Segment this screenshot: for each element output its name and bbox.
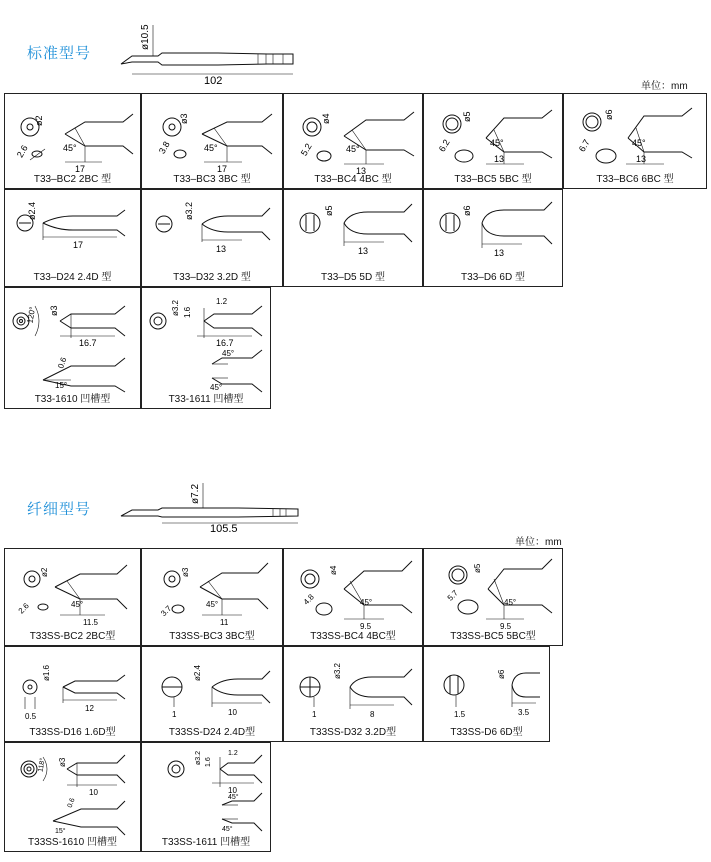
svg-text:17: 17 xyxy=(75,164,86,174)
svg-text:ø6: ø6 xyxy=(462,205,472,216)
section-title-standard: 标准型号 xyxy=(27,45,92,62)
svg-text:45°: 45° xyxy=(204,143,218,153)
overview-length-label: 105.5 xyxy=(210,523,238,535)
tip-card-t33ss-bc2 xyxy=(4,548,141,646)
tip-caption: T33-1611 凹槽型 xyxy=(168,394,244,405)
svg-text:45°: 45° xyxy=(632,138,646,148)
tip-caption: T33–D32 3.2D 型 xyxy=(173,272,251,283)
svg-text:10: 10 xyxy=(228,708,237,717)
tip-card-t33-d32 xyxy=(141,189,283,287)
svg-text:2.6: 2.6 xyxy=(16,601,31,616)
svg-text:17: 17 xyxy=(73,240,84,250)
svg-text:45°: 45° xyxy=(228,794,239,801)
svg-text:ø3.2: ø3.2 xyxy=(184,201,194,220)
svg-text:13: 13 xyxy=(494,248,505,258)
tip-caption: T33SS-D6 6D型 xyxy=(450,727,523,738)
tip-caption: T33–BC4 4BC 型 xyxy=(314,174,392,185)
svg-text:6.2: 6.2 xyxy=(436,137,452,154)
tip-card-t33-bc4 xyxy=(283,93,423,189)
tip-caption: T33SS-BC4 4BC型 xyxy=(310,631,396,642)
tip-card-t33ss-1611 xyxy=(141,742,271,852)
svg-text:0.5: 0.5 xyxy=(25,712,37,721)
svg-text:9.5: 9.5 xyxy=(360,622,372,631)
svg-text:11.5: 11.5 xyxy=(83,618,98,627)
svg-text:ø3: ø3 xyxy=(179,113,189,124)
svg-text:13: 13 xyxy=(494,154,505,164)
svg-text:0.6: 0.6 xyxy=(56,356,69,370)
svg-text:ø4: ø4 xyxy=(329,565,338,575)
svg-text:1.6: 1.6 xyxy=(205,757,212,767)
svg-text:2.6: 2.6 xyxy=(14,143,30,160)
tip-caption: T33SS-D32 3.2D型 xyxy=(309,727,397,738)
tip-caption: T33-1610 凹槽型 xyxy=(34,394,111,405)
tip-card-t33-d24 xyxy=(4,189,141,287)
svg-text:13: 13 xyxy=(216,244,227,254)
svg-text:1: 1 xyxy=(172,710,177,719)
tip-card-t33ss-d16 xyxy=(4,646,141,742)
svg-text:45°: 45° xyxy=(360,598,373,607)
svg-text:ø2: ø2 xyxy=(34,115,44,126)
tip-card-t33-bc3 xyxy=(141,93,283,189)
tip-card-t33-bc2 xyxy=(4,93,141,189)
svg-text:8: 8 xyxy=(370,710,375,719)
tip-caption: T33SS-BC3 3BC型 xyxy=(169,631,255,642)
svg-text:ø2.4: ø2.4 xyxy=(193,664,202,681)
tip-caption: T33–BC3 3BC 型 xyxy=(173,174,251,185)
svg-text:ø6: ø6 xyxy=(497,669,506,679)
svg-text:45°: 45° xyxy=(210,383,223,392)
tip-caption: T33SS-1610 凹槽型 xyxy=(28,837,117,848)
overview-length-label: 102 xyxy=(204,75,223,87)
svg-text:45°: 45° xyxy=(490,138,504,148)
svg-text:13: 13 xyxy=(356,166,367,176)
svg-text:5.7: 5.7 xyxy=(445,588,460,603)
overview-diameter-label: ø7.2 xyxy=(190,483,201,504)
svg-text:1.2: 1.2 xyxy=(228,750,238,757)
svg-text:45°: 45° xyxy=(63,143,77,153)
svg-text:6.7: 6.7 xyxy=(576,137,592,154)
tip-overview-fine xyxy=(118,478,308,538)
tip-caption: T33–D6 6D 型 xyxy=(461,272,525,283)
svg-text:0.6: 0.6 xyxy=(66,797,77,809)
svg-text:1.6: 1.6 xyxy=(183,306,192,318)
svg-text:15°: 15° xyxy=(55,828,66,835)
svg-text:3.5: 3.5 xyxy=(518,708,530,717)
tip-card-t33ss-bc5 xyxy=(423,548,563,646)
tip-card-t33ss-d32 xyxy=(283,646,423,742)
tip-card-t33ss-bc4 xyxy=(283,548,423,646)
tip-caption: T33SS-D24 2.4D型 xyxy=(168,727,256,738)
svg-text:ø3.2: ø3.2 xyxy=(333,662,342,679)
svg-text:ø3.2: ø3.2 xyxy=(171,299,180,316)
tip-card-t33ss-d6 xyxy=(423,646,550,742)
section-title-fine: 纤细型号 xyxy=(27,501,92,518)
svg-text:118°: 118° xyxy=(37,757,47,773)
svg-text:45°: 45° xyxy=(222,826,233,833)
svg-text:ø3: ø3 xyxy=(181,567,190,577)
svg-text:ø2: ø2 xyxy=(40,567,49,577)
unit-label-standard: 单位：mm xyxy=(641,81,688,92)
svg-text:9.5: 9.5 xyxy=(500,622,512,631)
tip-caption: T33–BC6 6BC 型 xyxy=(596,174,674,185)
svg-text:17: 17 xyxy=(217,164,228,174)
tip-caption: T33SS-D16 1.6D型 xyxy=(29,727,116,738)
svg-text:45°: 45° xyxy=(71,600,84,609)
svg-text:ø3: ø3 xyxy=(58,757,67,767)
svg-text:ø5: ø5 xyxy=(462,111,472,122)
tip-caption: T33–BC2 2BC 型 xyxy=(33,174,112,185)
tip-card-t33-1610 xyxy=(4,287,141,409)
tip-card-t33-d6 xyxy=(423,189,563,287)
svg-text:15°: 15° xyxy=(55,381,68,390)
tip-card-t33ss-bc3 xyxy=(141,548,283,646)
svg-text:120°: 120° xyxy=(25,306,38,324)
tip-card-t33-bc5 xyxy=(423,93,563,189)
svg-text:1.5: 1.5 xyxy=(454,710,466,719)
svg-text:1.2: 1.2 xyxy=(216,297,228,306)
svg-text:ø4: ø4 xyxy=(321,113,331,124)
tip-caption: T33–D24 2.4D 型 xyxy=(33,272,112,283)
svg-text:13: 13 xyxy=(358,246,369,256)
svg-text:45°: 45° xyxy=(222,349,235,358)
svg-text:ø5: ø5 xyxy=(324,205,334,216)
tip-card-t33-bc6 xyxy=(563,93,707,189)
svg-text:ø6: ø6 xyxy=(604,109,614,120)
tip-card-t33ss-1610 xyxy=(4,742,141,852)
svg-text:12: 12 xyxy=(85,704,94,713)
svg-text:45°: 45° xyxy=(206,600,219,609)
svg-text:ø2.4: ø2.4 xyxy=(27,201,37,220)
svg-text:16.7: 16.7 xyxy=(79,338,97,348)
svg-text:ø5: ø5 xyxy=(473,563,482,573)
tip-caption: T33SS-BC2 2BC型 xyxy=(29,631,116,642)
tip-card-t33-1611 xyxy=(141,287,271,409)
tip-overview-standard xyxy=(118,20,308,85)
overview-diameter-label: ø10.5 xyxy=(140,24,151,50)
svg-text:45°: 45° xyxy=(504,598,517,607)
svg-text:ø1.6: ø1.6 xyxy=(42,664,51,681)
tip-caption: T33–BC5 5BC 型 xyxy=(454,174,532,185)
svg-text:5.2: 5.2 xyxy=(298,141,314,158)
svg-text:16.7: 16.7 xyxy=(216,338,234,348)
svg-text:ø3.2: ø3.2 xyxy=(195,750,202,765)
svg-text:10: 10 xyxy=(89,788,98,797)
svg-text:ø3: ø3 xyxy=(49,305,59,316)
svg-text:1: 1 xyxy=(312,710,317,719)
svg-text:4.8: 4.8 xyxy=(301,592,316,607)
svg-text:3.7: 3.7 xyxy=(159,603,174,619)
svg-text:11: 11 xyxy=(220,618,229,627)
tip-card-t33-d5 xyxy=(283,189,423,287)
svg-text:10: 10 xyxy=(228,786,237,795)
svg-text:13: 13 xyxy=(636,154,647,164)
tip-caption: T33–D5 5D 型 xyxy=(321,272,385,283)
svg-text:3.8: 3.8 xyxy=(156,139,172,156)
unit-label-fine: 单位：mm xyxy=(515,537,562,548)
tip-caption: T33SS-1611 凹槽型 xyxy=(161,837,251,848)
svg-text:45°: 45° xyxy=(346,144,360,154)
tip-card-t33ss-d24 xyxy=(141,646,283,742)
tip-caption: T33SS-BC5 5BC型 xyxy=(450,631,536,642)
